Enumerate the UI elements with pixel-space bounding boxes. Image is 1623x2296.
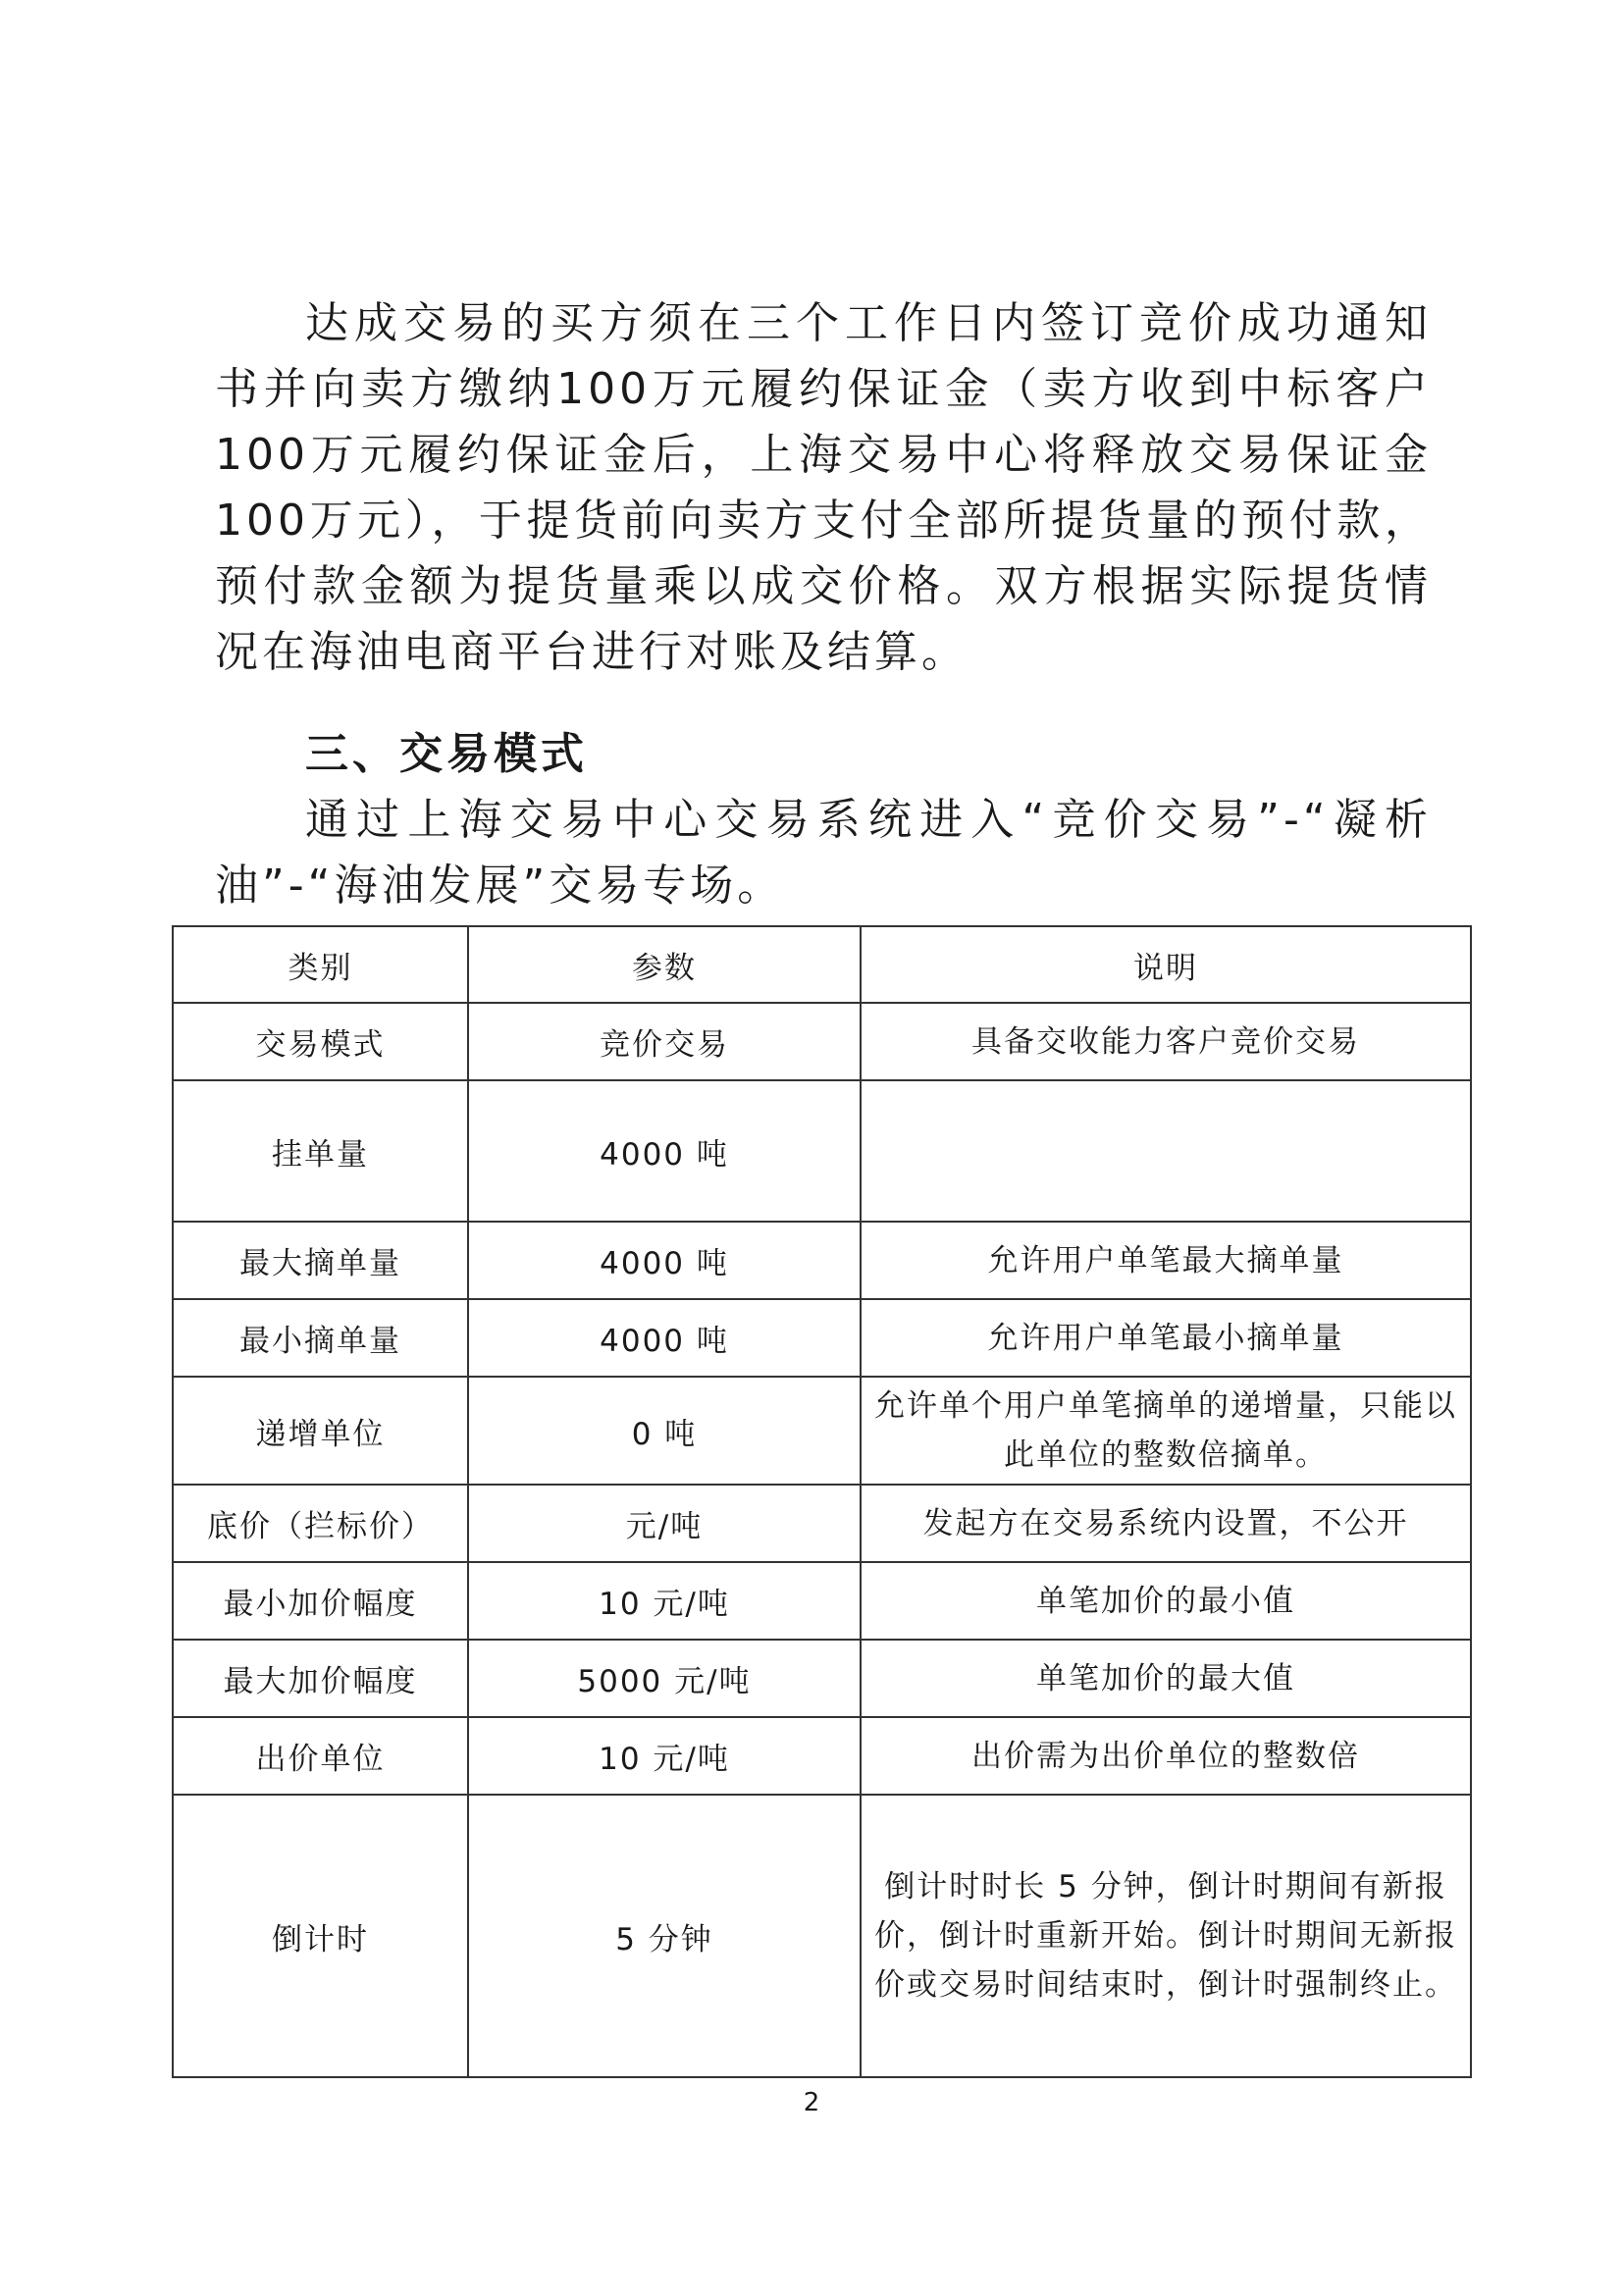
table-row bbox=[173, 1222, 1471, 1299]
cell-parameter: 5000 元/吨 bbox=[468, 1640, 861, 1717]
table-row bbox=[173, 1717, 1471, 1795]
header-description: 说明 bbox=[861, 926, 1471, 1003]
body-paragraph-entry-path: 通过上海交易中心交易系统进入“竞价交易”-“凝析油”-“海油发展”交易专场。 bbox=[215, 795, 1432, 911]
header-parameter: 参数 bbox=[468, 926, 861, 1003]
cell-description: 具备交收能力客户竞价交易 bbox=[861, 1003, 1471, 1080]
cell-description bbox=[861, 1080, 1471, 1222]
cell-category: 递增单位 bbox=[173, 1377, 468, 1485]
cell-description: 出价需为出价单位的整数倍 bbox=[861, 1717, 1471, 1795]
cell-parameter: 10 元/吨 bbox=[468, 1717, 861, 1795]
cell-description: 允许用户单笔最小摘单量 bbox=[861, 1299, 1471, 1377]
cell-parameter: 竞价交易 bbox=[468, 1003, 861, 1080]
trading-parameters-table bbox=[172, 925, 1472, 2078]
table-row bbox=[173, 1562, 1471, 1640]
table-row bbox=[173, 1795, 1471, 2077]
table-row bbox=[173, 1003, 1471, 1080]
cell-description: 单笔加价的最大值 bbox=[861, 1640, 1471, 1717]
body-paragraph-settlement: 达成交易的买方须在三个工作日内签订竞价成功通知书并向卖方缴纳100万元履约保证金（卖方收到中标客户100万元履约保证金后，上海交易中心将释放交易保证金100万元），于提货前向卖方支付全部所提货量的预付款，预付款金额为提货量乘以成交价格。双方根据实际提货情况在海油电商平台进行对账及结算。 bbox=[215, 298, 1432, 677]
cell-parameter: 元/吨 bbox=[468, 1485, 861, 1562]
section-heading-trading-mode: 三、交易模式 bbox=[305, 729, 588, 779]
table-row bbox=[173, 1377, 1471, 1485]
cell-description: 允许用户单笔最大摘单量 bbox=[861, 1222, 1471, 1299]
cell-category: 出价单位 bbox=[173, 1717, 468, 1795]
table-row bbox=[173, 1080, 1471, 1222]
cell-category: 最大加价幅度 bbox=[173, 1640, 468, 1717]
cell-parameter: 4000 吨 bbox=[468, 1080, 861, 1222]
table-header-row bbox=[173, 926, 1471, 1003]
table-row bbox=[173, 1485, 1471, 1562]
cell-category: 最小加价幅度 bbox=[173, 1562, 468, 1640]
table-row bbox=[173, 1299, 1471, 1377]
cell-category: 底价（拦标价） bbox=[173, 1485, 468, 1562]
cell-description: 倒计时时长 5 分钟，倒计时期间有新报价，倒计时重新开始。倒计时期间无新报价或交易时间结束时，倒计时强制终止。 bbox=[861, 1795, 1471, 2077]
cell-description: 允许单个用户单笔摘单的递增量，只能以此单位的整数倍摘单。 bbox=[861, 1377, 1471, 1485]
cell-category: 最小摘单量 bbox=[173, 1299, 468, 1377]
cell-parameter: 10 元/吨 bbox=[468, 1562, 861, 1640]
cell-description: 发起方在交易系统内设置，不公开 bbox=[861, 1485, 1471, 1562]
cell-category: 交易模式 bbox=[173, 1003, 468, 1080]
cell-category: 倒计时 bbox=[173, 1795, 468, 2077]
cell-category: 最大摘单量 bbox=[173, 1222, 468, 1299]
cell-parameter: 4000 吨 bbox=[468, 1222, 861, 1299]
cell-parameter: 4000 吨 bbox=[468, 1299, 861, 1377]
cell-category: 挂单量 bbox=[173, 1080, 468, 1222]
page-number: 2 bbox=[803, 2088, 820, 2117]
table-row bbox=[173, 1640, 1471, 1717]
cell-description: 单笔加价的最小值 bbox=[861, 1562, 1471, 1640]
cell-parameter: 0 吨 bbox=[468, 1377, 861, 1485]
cell-parameter: 5 分钟 bbox=[468, 1795, 861, 2077]
header-category: 类别 bbox=[173, 926, 468, 1003]
